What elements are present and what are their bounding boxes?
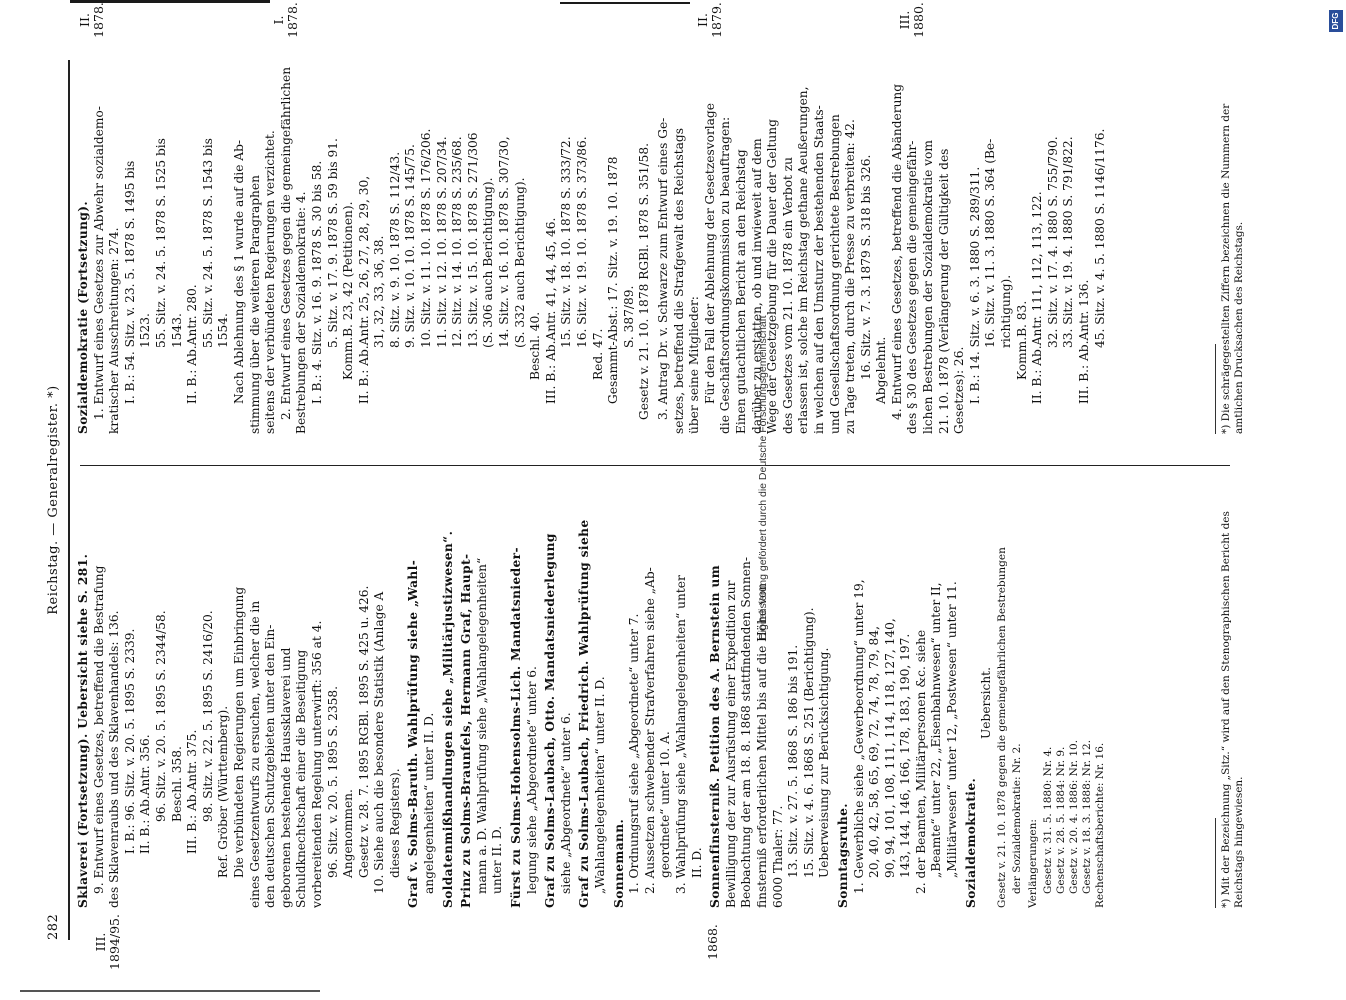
footnote-rule bbox=[1215, 818, 1216, 908]
text-line: 90, 94, 101, 108, 111, 114, 118, 127, 140, bbox=[882, 618, 897, 878]
text-line: 15. Sitz. v. 18. 10. 1878 S. 333/72. bbox=[559, 136, 574, 348]
text-line: I. B.: 4. Sitz. v. 16. 9. 1878 S. 30 bis 58. bbox=[309, 160, 324, 404]
left-column bbox=[76, 498, 1107, 908]
entry-heading: Fürst zu Solms-Hohensolms-Lich. Mandatsnieder- bbox=[509, 547, 524, 908]
text-line: die Geschäftsordnungskommission zu beauftragen: bbox=[718, 116, 733, 434]
text-line: unter II. D. bbox=[490, 825, 505, 894]
text-line: des Gesetzes vom 21. 10. 1878 ein Verbot zu bbox=[780, 156, 795, 434]
footnote-text: *) Die schrägegestellten Ziffern bezeichnen die Nummern der amtlichen Drucksachen des Reichstags. bbox=[1220, 103, 1245, 434]
text-line: (S. 332 auch Berichtigung). bbox=[512, 177, 527, 348]
text-line: 1523. bbox=[138, 313, 153, 348]
text-line: 5. Sitz. v. 17. 9. 1878 S. 59 bis 91. bbox=[325, 138, 340, 348]
text-line: des § 30 des Gesetzes gegen die gemeingefähr- bbox=[905, 140, 920, 434]
text-line: Gesetz v. 28. 7. 1895 RGBl. 1895 S. 425 u. 426. bbox=[356, 585, 371, 878]
text-line: 1554. bbox=[216, 313, 231, 348]
text-line: 11. Sitz. v. 12. 10. 1878 S. 207/34. bbox=[434, 136, 449, 348]
entry-heading: Sozialdemokratie. bbox=[963, 777, 978, 908]
text-line: lichen Bestrebungen der Sozialdemokratie vom bbox=[921, 140, 936, 434]
text-line: 16. Sitz. v. 7. 3. 1879 S. 318 bis 326. bbox=[858, 154, 873, 380]
text-line: S. 387/89. bbox=[621, 285, 636, 348]
text-line: den deutschen Schutzgebieten unter den Ein- bbox=[263, 624, 278, 908]
column-divider bbox=[80, 465, 1230, 466]
text-line: 3. Wahlprüfung siehe „Wahlangelegenheiten“ unter bbox=[673, 575, 688, 894]
running-head bbox=[46, 60, 66, 940]
text-line: „Wahlangelegenheiten“ unter II. D. bbox=[593, 676, 607, 894]
text-line: geborenen bestehende Haussklaverei und bbox=[278, 647, 293, 908]
text-line: II. B.: Ab.Antr. 25, 26, 27, 28, 29, 30, bbox=[356, 175, 371, 404]
entry-heading: Sonnemann. bbox=[611, 818, 626, 908]
header-rule bbox=[68, 60, 70, 940]
text-line: II. D. bbox=[689, 847, 704, 878]
text-line: I. B.: 14. Sitz. v. 6. 3. 1880 S. 289/311. bbox=[967, 166, 982, 404]
text-line: zu Tage treten, durch die Presse zu verbreiten: 42. bbox=[843, 119, 858, 434]
text-line: III. B.: Ab.Antr. 375. bbox=[185, 729, 200, 854]
text-line: dieses Registers). bbox=[387, 768, 402, 878]
text-line: vorbereitenden Regelung unterwirft: 356 at 4. bbox=[309, 620, 324, 908]
text-line: in welchen auf den Umsturz der bestehenden Staats- bbox=[811, 105, 826, 434]
text-line: 10. Sitz. v. 11. 10. 1878 S. 176/206. bbox=[419, 128, 434, 348]
margin-note-label: III. 1894/95. bbox=[93, 914, 122, 970]
text-line: stimmung über die weiteren Paragraphen bbox=[247, 175, 262, 434]
margin-note-1894 bbox=[94, 914, 122, 970]
text-line: 10. Siehe auch die besondere Statistik (Anlage A bbox=[372, 591, 387, 894]
text-line: legung siehe „Abgeordnete“ unter 6. bbox=[524, 666, 539, 894]
entry-heading: Sonnenfinsterniß. Petition des A. Bernstein um bbox=[708, 564, 723, 908]
text-line: und Gesellschaftsordnung gerichtete Bestrebungen bbox=[827, 114, 842, 434]
text-line: „Beamte“ unter 22, „Eisenbahnwesen“ unter II, bbox=[929, 582, 944, 878]
right-column bbox=[76, 58, 1108, 434]
text-line: 21. 10. 1878 (Verlängerung der Gültigkeit des bbox=[936, 148, 951, 434]
text-line: Gesetz v. 20. 4. 1886: Nr. 10. bbox=[1067, 739, 1080, 894]
text-line: 1. Gewerbliche siehe „Gewerbeordnung“ unter 19, bbox=[851, 579, 866, 894]
text-line: des Sklavenraubs und des Sklavenhandels: 136. bbox=[107, 610, 122, 908]
text-line: 2. Entwurf eines Gesetzes gegen die gemeingefährlichen bbox=[278, 66, 293, 420]
margin-note-1880 bbox=[898, 0, 926, 48]
text-line: Nach Ablehnung des § 1 wurde auf die Ab- bbox=[231, 139, 246, 404]
text-line: 1. Entwurf eines Gesetzes zur Abwehr sozialdemo- bbox=[91, 106, 106, 420]
footnote-text: *) Mit der Bezeichnung „Sitz.“ wird auf den Stenographischen Bericht des Reichstags hingewiesen. bbox=[1220, 511, 1245, 908]
footnote-right bbox=[1215, 58, 1246, 434]
text-line: siehe „Abgeordnete“ unter 6. bbox=[558, 712, 573, 894]
entry-heading: Graf v. Solms-Baruth. Wahlprüfung siehe „Wahl- bbox=[406, 559, 421, 908]
entry-heading: Prinz zu Solms-Braunfels, Hermann Graf, Haupt- bbox=[459, 553, 474, 908]
text-line: geordnete“ unter 10. A. bbox=[658, 731, 673, 878]
margin-note-1879 bbox=[696, 0, 724, 48]
text-line: Ref. Gröber (Württemberg). bbox=[216, 705, 231, 878]
text-line: Gesetz v. 21. 10. 1878 gegen die gemeingefährlichen Bestrebungen bbox=[995, 547, 1008, 908]
text-line: 13. Sitz. v. 15. 10. 1878 S. 271/306 bbox=[465, 132, 480, 348]
text-line: 143, 144, 146, 166, 178, 183, 190, 197. bbox=[898, 633, 913, 878]
text-line: über seine Mitglieder: bbox=[687, 296, 702, 434]
text-line: seitens der verbündeten Regierungen verzichtet. bbox=[263, 130, 278, 434]
text-line: mann a. D. Wahlprüfung siehe „Wahlangelegenheiten“ bbox=[474, 557, 489, 894]
margin-note-1868 bbox=[706, 914, 720, 970]
text-line: Gesetz v. 21. 10. 1878 RGBl. 1878 S. 351/58. bbox=[637, 142, 652, 420]
entry-heading: Soldatenmißhandlungen siehe „Militärjustizwesen“. bbox=[440, 530, 455, 908]
text-line: Die verbündeten Regierungen um Einbringung bbox=[231, 586, 246, 878]
text-line: 3. Antrag Dr. v. Schwarze zum Entwurf eines Ge- bbox=[655, 117, 670, 420]
text-line: Gesetzes): 26. bbox=[952, 346, 967, 434]
text-line: richtigung). bbox=[999, 274, 1014, 348]
text-line: erlassen ist, solche im Reichstag gethane Aeußerungen, bbox=[796, 86, 811, 434]
margin-note-label: II. 1879. bbox=[695, 2, 724, 38]
text-line: III. B.: Ab.Antr. 41, 44, 45, 46. bbox=[543, 217, 558, 404]
entry-heading: Graf zu Solms-Laubach, Otto. Mandatsniederlegung bbox=[543, 533, 558, 908]
text-line: I. B.: 54. Sitz. v. 23. 5. 1878 S. 1495 bis bbox=[122, 160, 137, 404]
text-line: Schuldknechtschaft einer die Beseitigung bbox=[294, 649, 309, 908]
text-line: darüber zu erstatten, ob und inwieweit auf dem bbox=[749, 138, 764, 434]
text-line: 16. Sitz. v. 11. 3. 1880 S. 364 (Be- bbox=[983, 138, 998, 348]
text-line: der Sozialdemokratie: Nr. 2. bbox=[1011, 743, 1024, 894]
text-line: 8. Sitz. v. 9. 10. 1878 S. 112/43. bbox=[387, 151, 402, 348]
text-line: Verlängerungen: bbox=[1027, 819, 1040, 908]
text-line: 4. Entwurf eines Gesetzes, betreffend die Abänderung bbox=[889, 83, 904, 420]
text-line: Komm.B. 23, 42 (Petitionen). bbox=[341, 201, 356, 380]
text-line: 2. Aussetzen schwebender Strafverfahren siehe „Ab- bbox=[642, 567, 657, 894]
text-line: 96. Sitz. v. 20. 5. 1895 S. 2358. bbox=[325, 686, 340, 878]
text-line: Red. 47. bbox=[590, 328, 605, 380]
text-line: Rechenschaftsberichte: Nr. 16. bbox=[1093, 742, 1106, 908]
text-line: Beschl. 40. bbox=[528, 311, 543, 380]
text-line: 12. Sitz. v. 14. 10. 1878 S. 235/68. bbox=[450, 136, 465, 348]
text-line: 9. Sitz. v. 10. 10. 1878 S. 145/75. bbox=[403, 144, 418, 348]
text-line: II. B.: Ab.Antr. 111, 112, 113, 122. bbox=[1030, 191, 1045, 404]
text-line: kratischer Ausschreitungen: 274. bbox=[107, 227, 122, 434]
text-line: „Militärwesen“ unter 12, „Postwesen“ unter 11. bbox=[945, 581, 960, 878]
text-line: setzes, betreffend die Strafgewalt des Reichstags bbox=[671, 128, 686, 434]
text-line: 14. Sitz. v. 16. 10. 1878 S. 307/30, bbox=[497, 136, 512, 348]
text-line: Ueberweisung zur Berücksichtigung. bbox=[817, 647, 832, 878]
text-line: II. B.: Ab.Antr. 356. bbox=[138, 734, 153, 854]
margin-note-label: III. 1880. bbox=[897, 2, 926, 38]
text-line: 16. Sitz. v. 19. 10. 1878 S. 373/86. bbox=[575, 136, 589, 348]
margin-note-label: II. 1878. bbox=[77, 2, 106, 38]
text-line: Abgelehnt. bbox=[874, 336, 889, 404]
text-line: (S. 306 auch Berichtigung). bbox=[481, 177, 496, 348]
text-line: eines Gesetzentwurfs zu ersuchen, welcher die in bbox=[247, 600, 262, 908]
text-line: 20, 40, 42, 58, 65, 69, 72, 74, 78, 79, 84, bbox=[867, 626, 882, 878]
margin-note-1878-i bbox=[272, 0, 300, 48]
text-line: Bewilligung der zur Ausrüstung einer Expedition zur bbox=[723, 580, 738, 908]
margin-note-1878-ii bbox=[78, 0, 106, 48]
text-line: angelegenheiten“ unter II. D. bbox=[422, 712, 437, 894]
text-line: 98. Sitz. v. 22. 5. 1895 S. 2416/20. bbox=[200, 610, 215, 822]
footnote-rule bbox=[1215, 344, 1216, 434]
text-line: Beschl. 358. bbox=[169, 746, 184, 822]
text-line: 31, 32, 33, 36, 38. bbox=[372, 235, 387, 348]
text-line: 55. Sitz. v. 24. 5. 1878 S. 1543 bis bbox=[200, 138, 215, 348]
text-line: 9. Entwurf eines Gesetzes, betreffend die Bestrafung bbox=[91, 565, 106, 894]
margin-note-label: I. 1878. bbox=[271, 2, 300, 38]
text-line: Gesetz v. 18. 3. 1888: Nr. 12. bbox=[1080, 739, 1093, 894]
text-line: Einen gutachtlichen Bericht an den Reichstag bbox=[733, 149, 748, 434]
text-line: Gesetz v. 28. 5. 1884: Nr. 9. bbox=[1054, 746, 1067, 894]
footnote-left bbox=[1215, 498, 1246, 908]
text-line: Wege der Gesetzgebung für die Dauer der Geltung bbox=[765, 119, 780, 434]
text-line: Bestrebungen der Sozialdemokratie: 4. bbox=[294, 191, 309, 434]
text-line: Gesetz v. 31. 5. 1880: Nr. 4. bbox=[1041, 746, 1054, 894]
text-line: Beobachtung der am 18. 8. 1868 stattfindenden Sonnen- bbox=[739, 557, 754, 908]
text-line: 6000 Thaler: 77. bbox=[770, 805, 785, 908]
dfg-logo bbox=[1329, 10, 1343, 32]
text-line: 13. Sitz. v. 27. 5. 1868 S. 186 bis 191. bbox=[786, 644, 801, 878]
margin-note-label: 1868. bbox=[705, 924, 720, 960]
text-line: 33. Sitz. v. 19. 4. 1880 S. 791/822. bbox=[1061, 136, 1076, 348]
page-title: Reichstag. — Generalregister. *) bbox=[46, 385, 61, 615]
text-line: 55. Sitz. v. 24. 5. 1878 S. 1525 bis bbox=[153, 138, 168, 348]
text-line: 45. Sitz. v. 4. 5. 1880 S. 1146/1176. bbox=[1092, 128, 1107, 348]
text-line: Angenommen. bbox=[341, 789, 356, 878]
page-number: 282 bbox=[46, 913, 61, 940]
entry-heading: Graf zu Solms-Laubach, Friedrich. Wahlprüfung siehe bbox=[577, 519, 592, 908]
text-line: 1543. bbox=[169, 313, 184, 348]
entry-heading: Sklaverei (Fortsetzung). Uebersicht siehe S. 281. bbox=[76, 553, 90, 908]
entry-heading: Sozialdemokratie (Fortsetzung). bbox=[76, 200, 90, 434]
subheading: Uebersicht. bbox=[979, 667, 994, 739]
text-line: finsterniß erforderlichen Mittel bis auf die Höhe von bbox=[754, 582, 769, 908]
text-line: I. B.: 96. Sitz. v. 20. 5. 1895 S. 2339. bbox=[122, 628, 137, 854]
entry-heading: Sonntagsruhe. bbox=[835, 803, 850, 908]
text-line: 15. Sitz. v. 4. 6. 1868 S. 251 (Berichtigung). bbox=[801, 607, 816, 878]
text-line: 2. der Beamten, Militärpersonen &c. siehe bbox=[913, 629, 928, 894]
text-line: Komm.B. 83. bbox=[1014, 300, 1029, 380]
digitization-credit-text: Digitalisierung gefördert durch die Deutsche Forschungsgemeinschaft bbox=[757, 315, 769, 640]
text-line: Für den Fall der Ablehnung der Gesetzesvorlage bbox=[702, 103, 717, 404]
dfg-logo-text: DFG bbox=[1331, 12, 1340, 30]
text-line: Gesammt-Abst.: 17. Sitz. v. 19. 10. 1878 bbox=[606, 156, 621, 404]
text-line: 1. Ordnungsruf siehe „Abgeordnete“ unter 7. bbox=[627, 613, 642, 894]
text-line: II. B.: Ab.Antr. 280. bbox=[185, 284, 200, 404]
text-line: 96. Sitz. v. 20. 5. 1895 S. 2344/58. bbox=[153, 610, 168, 822]
text-line: III. B.: Ab.Antr. 136. bbox=[1077, 279, 1091, 404]
text-line: 32. Sitz. v. 17. 4. 1880 S. 755/790. bbox=[1045, 136, 1060, 348]
